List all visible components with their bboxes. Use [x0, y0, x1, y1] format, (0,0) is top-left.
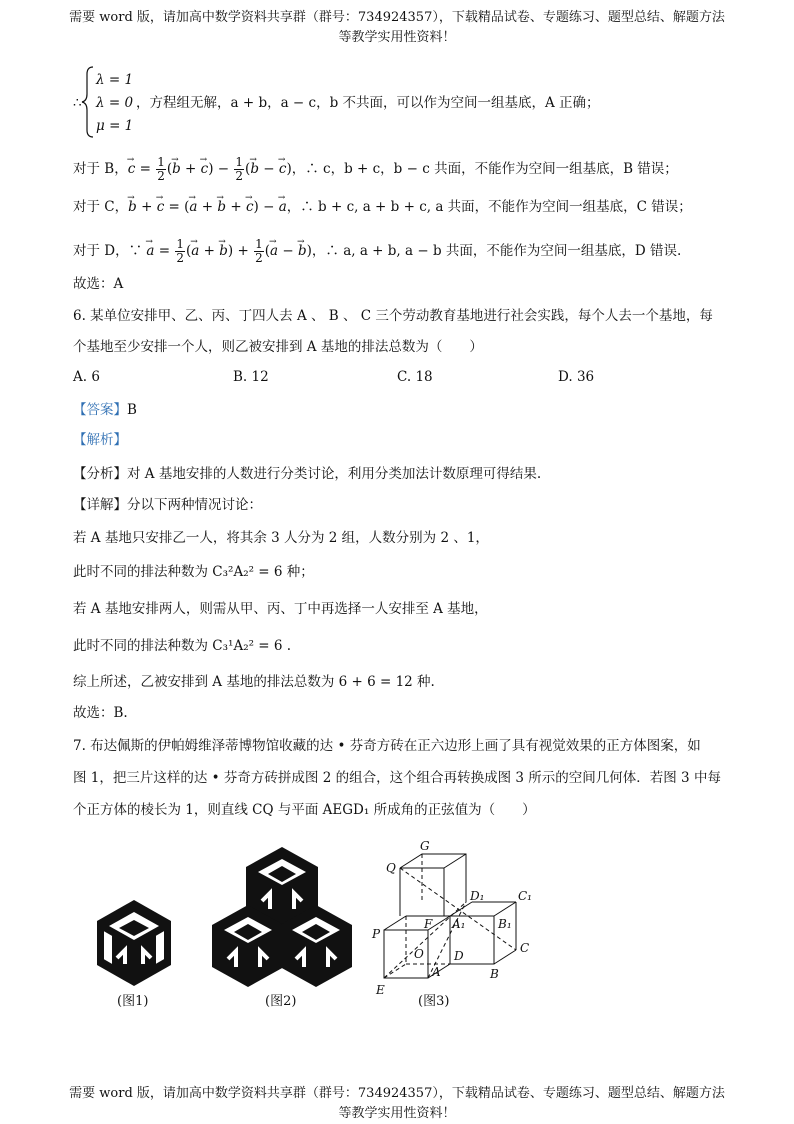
caption-figure-1: (图1) [117, 994, 149, 1009]
system-eq-2: λ = 0 [96, 95, 134, 111]
q6-case-2: 若 A 基地安排两人，则需从甲、丙、丁中再选择一人安排至 A 基地， [73, 601, 488, 617]
figure-2-three-tiles [210, 843, 355, 991]
q5-option-b-line: 对于 B，→ c = $\frac{1}{2}$ (→ b + → c) − $\frac{1}{2}$ (→ b − → c)，∴ c，b + c，b − c 共面，不能作为空间一组基底，B 错误； [73, 156, 678, 183]
q6-case-1-count: 此时不同的排法种数为 C₃²A₂² = 6 种； [73, 564, 314, 580]
label-F: F [424, 917, 433, 931]
label-D1: D₁ [470, 889, 485, 903]
caption-figure-2: (图2) [265, 994, 297, 1009]
q5-d-prefix: 对于 D，∵ [73, 243, 147, 259]
label-G: G [420, 839, 430, 853]
page-footer [0, 1084, 794, 1124]
header-line-2: 等教学实用性资料！ [338, 30, 456, 45]
q7-stem-line-1: 7. 布达佩斯的伊帕姆维泽蒂博物馆收藏的达 • 芬奇方砖在正六边形上画了具有视觉效果的正方体图案，如 [73, 738, 701, 754]
label-B: B [490, 967, 499, 981]
footer-line-2: 等教学实用性资料！ [338, 1106, 456, 1121]
label-Q: Q [386, 861, 396, 875]
q6-option-b: B. 12 [233, 369, 269, 385]
q5-c-prefix: 对于 C， [73, 199, 129, 215]
q6-option-a: A. 6 [73, 369, 100, 385]
label-A1: A₁ [452, 917, 466, 931]
label-B1: B₁ [498, 917, 512, 931]
figure-1-cube-tile [95, 898, 173, 988]
system-eq-3: μ = 1 [96, 118, 134, 134]
label-E: E [376, 983, 385, 997]
q6-fenxi: 【分析】对 A 基地安排的人数进行分类讨论，利用分类加法计数原理可得结果. [73, 466, 542, 482]
q6-analysis-tag: 【解析】 [73, 432, 127, 448]
q5-choose: 故选：A [73, 276, 124, 292]
label-C: C [520, 941, 530, 955]
system-eq-1: λ = 1 [96, 72, 134, 88]
q5-conclusion-a: ，方程组无解，a + b，a − c，b 不共面，可以作为空间一组基底，A 正确； [136, 95, 600, 111]
q6-stem-line-2: 个基地至少安排一个人，则乙被安排到 A 基地的排法总数为（ ） [73, 339, 483, 355]
q6-option-d: D. 36 [558, 369, 595, 385]
label-D: D [454, 949, 464, 963]
q6-summary: 综上所述，乙被安排到 A 基地的排法总数为 6 + 6 = 12 种. [73, 674, 435, 690]
q6-xiangjie: 【详解】分以下两种情况讨论： [73, 497, 262, 513]
caption-figure-3: (图3) [418, 994, 450, 1009]
q5-option-d-line: 对于 D，∵ → a = $\frac{1}{2}$ (→ a + → b) + $\frac{1}{2}$ (→ a − → b)，∴ a, a + b, a − b 共面，不能作为空间一组基底，D 错误. [73, 238, 681, 265]
q5-b-prefix: 对于 B， [73, 161, 128, 177]
q5-d-tail: ，∴ a, a + b, a − b 共面，不能作为空间一组基底，D 错误. [311, 243, 682, 259]
q6-choose: 故选：B. [73, 705, 128, 721]
q6-answer: 【答案】B [73, 402, 137, 418]
q6-option-c: C. 18 [397, 369, 433, 385]
page-header [0, 8, 794, 48]
therefore-symbol: ∴ [73, 95, 82, 111]
header-line-1: 需要 word 版，请加高中数学资料共享群（群号：734924357），下载精品试卷、专题练习、题型总结、解题方法 [69, 10, 725, 25]
answer-tag: 【答案】 [73, 402, 127, 418]
label-A: A [432, 965, 441, 979]
q5-c-tail: ，∴ b + c, a + b + c, a 共面，不能作为空间一组基底，C 错误； [286, 199, 692, 215]
footer-line-1: 需要 word 版，请加高中数学资料共享群（群号：734924357），下载精品试卷、专题练习、题型总结、解题方法 [69, 1086, 725, 1101]
q5-b-tail: ，∴ c，b + c，b − c 共面，不能作为空间一组基底，B 错误； [291, 161, 678, 177]
q7-stem-line-3: 个正方体的棱长为 1，则直线 CQ 与平面 AEGD₁ 所成角的正弦值为（ ） [73, 802, 536, 818]
q6-case-2-count: 此时不同的排法种数为 C₃¹A₂² = 6 . [73, 638, 292, 654]
label-C1: C₁ [518, 889, 532, 903]
q6-case-1: 若 A 基地只安排乙一人，将其余 3 人分为 2 组，人数分别为 2 、1， [73, 530, 489, 546]
label-O: O [414, 947, 424, 961]
q7-stem-line-2: 图 1，把三片这样的达 • 芬奇方砖拼成图 2 的组合，这个组合再转换成图 3 所示的空间几何体．若图 3 中每 [73, 770, 721, 786]
q6-stem-line-1: 6. 某单位安排甲、乙、丙、丁四人去 A 、 B 、 C 三个劳动教育基地进行社会实践，每个人去一个基地，每 [73, 308, 713, 324]
system-brace [80, 66, 96, 138]
figure-3-solid [370, 838, 540, 998]
q5-option-c-line: 对于 C，→ b + → c = (→ a + → b + → c) − → a，∴ b + c, a + b + c, a 共面，不能作为空间一组基底，C 错误； [73, 197, 692, 217]
label-P: P [372, 927, 381, 941]
